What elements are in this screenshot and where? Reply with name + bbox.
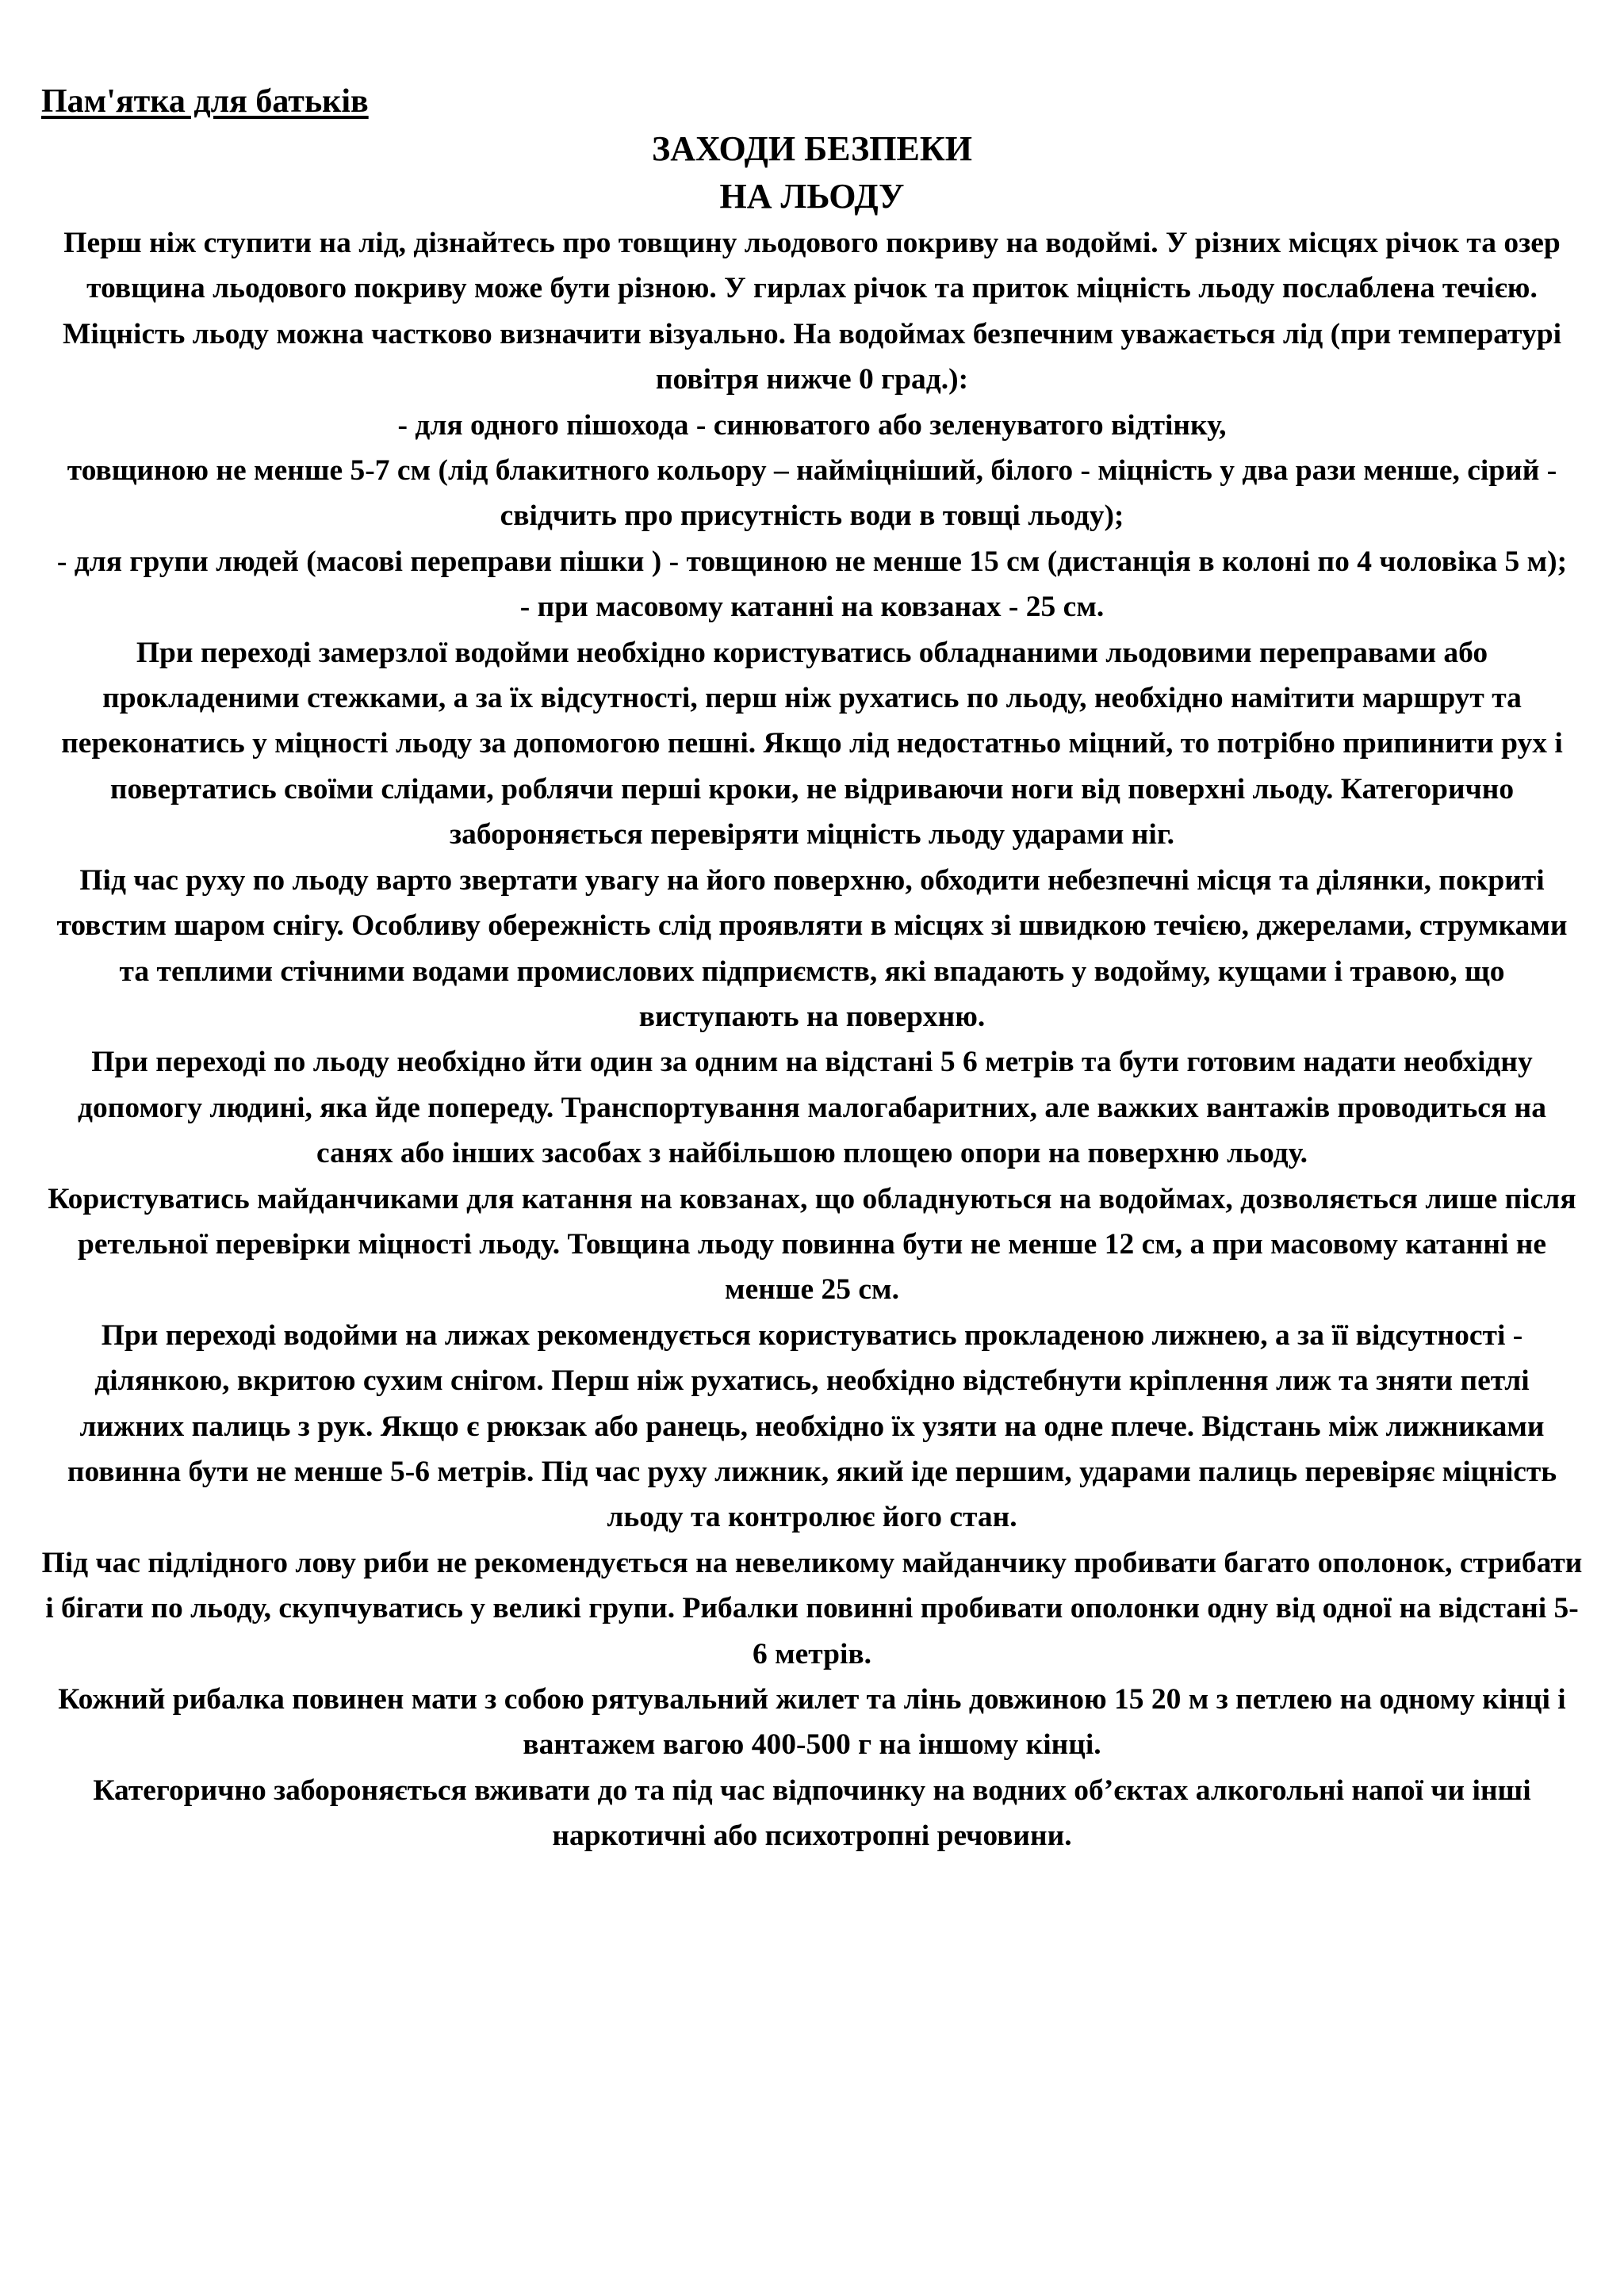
paragraph-ice-fishing: Під час підлідного лову риби не рекомендується на невеликому майданчику пробивати багато ополонок, стрибати і бігати по льоду, скупчуватись у великі групи. Рибалки повинні пробивати ополонки одну від одної на відстані 5-6 метрів. xyxy=(41,1546,1583,1670)
paragraph-thickness-colors: товщиною не менше 5-7 см (лід блакитного кольору – найміцніший, білого - міцність у два рази менше, сірий - свідчить про присутність води в товщі льоду); xyxy=(67,454,1557,533)
title-line-2: НА ЛЬОДУ xyxy=(719,177,905,216)
paragraph-single-file-crossing: При переході по льоду необхідно йти один за одним на відстані 5 6 метрів та бути готовим надати необхідну допомогу людині, яка йде попереду. Транспортування малогабаритних, але важких вантажів проводиться на санях або інших засобах з найбільшою площею опори на поверхню льоду. xyxy=(78,1046,1546,1170)
paragraph-alcohol-prohibition: Категорично забороняється вживати до та під час відпочинку на водних об’єктах алкогольні напої чи інші наркотичні або психотропні речовини. xyxy=(93,1774,1531,1853)
paragraph-single-pedestrian: - для одного пішохода - синюватого або зеленуватого відтінку, xyxy=(397,408,1227,442)
paragraph-mass-skating: - при масовому катанні на ковзанах - 25 см. xyxy=(519,591,1105,624)
paragraph-skiing: При переході водойми на лижах рекомендується користуватись прокладеною лижнею, а за її відсутності - ділянкою, вкритою сухим снігом. Перш ніж рухатись, необхідно відстебнути кріплення лиж та зняти петлі лижних палиць з рук. Якщо є рюкзак або ранець, необхідно їх узяти на одне плече. Відстань між лижниками повинна бути не менше 5-6 метрів. Під час руху лижник, який іде першим, ударами палиць перевіряє міцність льоду та контролює його стан. xyxy=(67,1318,1557,1534)
paragraph-moving-on-ice: Під час руху по льоду варто звертати увагу на його поверхню, обходити небезпечні місця та ділянки, покриті товстим шаром снігу. Особливу обережність слід проявляти в місцях зі швидкою течією, джерелами, струмками та теплими стічними водами промислових підприємств, які впадають у водойму, кущами і травою, що виступають на поверхню. xyxy=(56,863,1568,1033)
document-page xyxy=(41,78,1583,1859)
paragraph-fisher-equipment: Кожний рибалка повинен мати з собою рятувальний жилет та лінь довжиною 15 20 м з петлею на одному кінці і вантажем вагою 400-500 г на іншому кінці. xyxy=(58,1683,1566,1762)
paragraph-crossing-frozen-water: При переході замерзлої водойми необхідно користуватись обладнаними льодовими переправами або прокладеними стежками, а за їх відсутності, перш ніж рухатись по льоду, необхідно намітити маршрут та переконатись у міцності льоду за допомогою пешні. Якщо лід недостатньо міцний, то потрібно припинити рух і повертатись своїми слідами, роблячи перші кроки, не відриваючи ноги від поверхні льоду. Категорично забороняється перевіряти міцність льоду ударами ніг. xyxy=(61,636,1563,851)
paragraph-skating-rinks: Користуватись майданчиками для катання на ковзанах, що обладнуються на водоймах, дозволяється лише після ретельної перевірки міцності льоду. Товщина льоду повинна бути не менше 12 см, а при масовому катанні не менше 25 см. xyxy=(48,1182,1576,1307)
title-line-1: ЗАХОДИ БЕЗПЕКИ xyxy=(652,129,972,168)
paragraph-group-crossing: - для групи людей (масові переправи пішки ) - товщиною не менше 15 см (дистанція в колоні по 4 чоловіка 5 м); xyxy=(56,545,1568,578)
paragraph-ice-thickness-intro: Перш ніж ступити на лід, дізнайтесь про товщину льодового покриву на водоймі. У різних місцях річок та озер товщина льодового покриву може бути різною. У гирлах річок та приток міцність льоду послаблена течією. xyxy=(63,227,1561,305)
memo-heading: Пам'ятка для батьків xyxy=(41,83,369,120)
paragraph-visual-strength: Міцність льоду можна частково визначити візуально. На водоймах безпечним уважається лід (при температурі повітря нижче 0 град.): xyxy=(63,317,1561,396)
